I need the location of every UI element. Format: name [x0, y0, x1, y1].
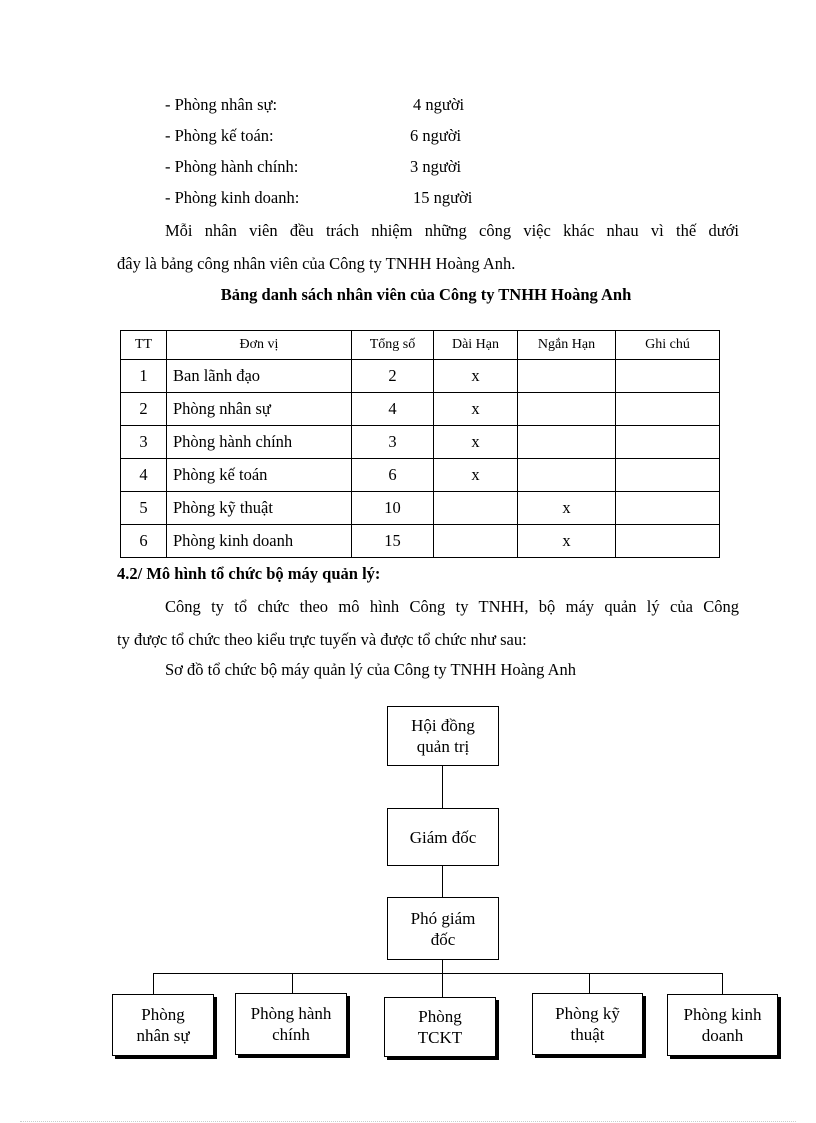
cell-dai-han: [434, 492, 518, 525]
org-box-board-line1: Hội đồng: [411, 716, 475, 735]
cell-don-vi: Phòng kế toán: [167, 459, 352, 492]
intro-paragraph: [117, 214, 739, 280]
cell-ngan-han: [518, 459, 616, 492]
connector-drop-4: [589, 973, 590, 993]
org-unit-line2: thuật: [570, 1025, 605, 1044]
org-unit-line1: Phòng kỹ: [555, 1004, 620, 1023]
cell-don-vi: Phòng hành chính: [167, 426, 352, 459]
org-box-deputy-line2: đốc: [430, 929, 456, 949]
dept-label-nhan-su: - Phòng nhân sự:: [165, 95, 278, 114]
cell-tong-so: 15: [352, 525, 434, 558]
col-header-don-vi: Đơn vị: [167, 331, 352, 360]
table-row: [121, 525, 720, 558]
cell-ghi-chu: [616, 360, 720, 393]
cell-tt: 3: [121, 426, 167, 459]
table-title: Bảng danh sách nhân viên của Công ty TNHH Hoàng Anh: [220, 285, 632, 304]
org-unit-line1: Phòng: [141, 1005, 185, 1024]
cell-tong-so: 4: [352, 393, 434, 426]
cell-don-vi: Phòng kinh doanh: [167, 525, 352, 558]
dept-label-ke-toan: - Phòng kế toán:: [165, 126, 274, 145]
org-box-deputy-line1: Phó giám: [410, 908, 476, 928]
col-header-ghi-chu: Ghi chú: [616, 331, 720, 360]
staff-table: [120, 330, 720, 558]
connector-drop-1: [153, 973, 154, 994]
col-header-tt: TT: [121, 331, 167, 360]
cell-tt: 1: [121, 360, 167, 393]
connector-board-director: [442, 764, 443, 808]
dept-count-hanh-chinh: 3 người: [410, 157, 462, 176]
org-box-director: [387, 808, 499, 866]
org-unit-line1: Phòng: [418, 1007, 462, 1026]
connector-deputy-bus: [442, 958, 443, 974]
dept-count-kinh-doanh: 15 người: [413, 188, 473, 207]
dept-count-nhan-su: 4 người: [413, 95, 465, 114]
cell-dai-han: x: [434, 426, 518, 459]
cell-tt: 4: [121, 459, 167, 492]
connector-horizontal-bus: [153, 973, 723, 974]
dept-label-hanh-chinh: - Phòng hành chính:: [165, 157, 299, 176]
intro-line-1: Mỗi nhân viên đều trách nhiệm những công việc khác nhau vì thế dưới: [165, 221, 739, 240]
org-box-unit-hanh-chinh: [235, 993, 347, 1055]
section-line-2: ty được tổ chức theo kiểu trực tuyến và được tổ chức như sau:: [117, 630, 527, 649]
cell-tong-so: 2: [352, 360, 434, 393]
table-row: [121, 426, 720, 459]
org-box-board-line2: quản trị: [416, 737, 470, 756]
cell-dai-han: x: [434, 393, 518, 426]
table-row: [121, 492, 720, 525]
org-unit-line1: Phòng hành: [250, 1004, 332, 1023]
cell-tt: 5: [121, 492, 167, 525]
cell-ngan-han: [518, 426, 616, 459]
cell-dai-han: x: [434, 459, 518, 492]
table-header-row: [121, 331, 720, 360]
org-unit-line2: TCKT: [417, 1028, 463, 1047]
cell-dai-han: x: [434, 360, 518, 393]
section-heading: 4.2/ Mô hình tổ chức bộ máy quản lý:: [117, 564, 381, 583]
col-header-tong-so: Tổng số: [352, 331, 434, 360]
connector-drop-5: [722, 973, 723, 994]
org-unit-line2: chính: [272, 1025, 310, 1044]
connector-director-deputy: [442, 864, 443, 897]
cell-tt: 2: [121, 393, 167, 426]
org-box-director-label: Giám đốc: [409, 827, 477, 847]
intro-line-2: đây là bảng công nhân viên của Công ty TNHH Hoàng Anh.: [117, 254, 516, 273]
org-box-unit-ky-thuat: [532, 993, 643, 1055]
cell-tt: 6: [121, 525, 167, 558]
table-row: [121, 360, 720, 393]
dept-count-ke-toan: 6 người: [410, 126, 462, 145]
cell-ghi-chu: [616, 426, 720, 459]
connector-drop-2: [292, 973, 293, 993]
org-box-unit-nhan-su: [112, 994, 214, 1056]
org-chart-caption: Sơ đồ tổ chức bộ máy quản lý của Công ty TNHH Hoàng Anh: [165, 660, 577, 679]
section-line-1: Công ty tổ chức theo mô hình Công ty TNHH, bộ máy quản lý của Công: [165, 597, 739, 616]
cell-dai-han: [434, 525, 518, 558]
cell-ghi-chu: [616, 492, 720, 525]
org-box-unit-kinh-doanh: [667, 994, 778, 1056]
table-row: [121, 459, 720, 492]
section-paragraph: [117, 590, 739, 656]
org-unit-line2: doanh: [701, 1026, 744, 1045]
cell-don-vi: Phòng kỹ thuật: [167, 492, 352, 525]
cell-don-vi: Phòng nhân sự: [167, 393, 352, 426]
org-box-unit-tckt: [384, 997, 496, 1057]
cell-ngan-han: [518, 393, 616, 426]
dept-label-kinh-doanh: - Phòng kinh doanh:: [165, 188, 300, 207]
org-unit-line1: Phòng kinh: [683, 1005, 762, 1024]
org-unit-line2: nhân sự: [136, 1026, 190, 1045]
col-header-ngan-han: Ngắn Hạn: [518, 331, 616, 360]
cell-don-vi: Ban lãnh đạo: [167, 360, 352, 393]
col-header-dai-han: Dài Hạn: [434, 331, 518, 360]
cell-ngan-han: x: [518, 525, 616, 558]
cell-ngan-han: [518, 360, 616, 393]
cell-tong-so: 6: [352, 459, 434, 492]
connector-drop-3: [442, 973, 443, 997]
cell-ghi-chu: [616, 393, 720, 426]
table-row: [121, 393, 720, 426]
cell-tong-so: 3: [352, 426, 434, 459]
org-box-board: [387, 706, 499, 766]
org-box-deputy: [387, 897, 499, 960]
cell-ngan-han: x: [518, 492, 616, 525]
cell-ghi-chu: [616, 459, 720, 492]
cell-ghi-chu: [616, 525, 720, 558]
cell-tong-so: 10: [352, 492, 434, 525]
